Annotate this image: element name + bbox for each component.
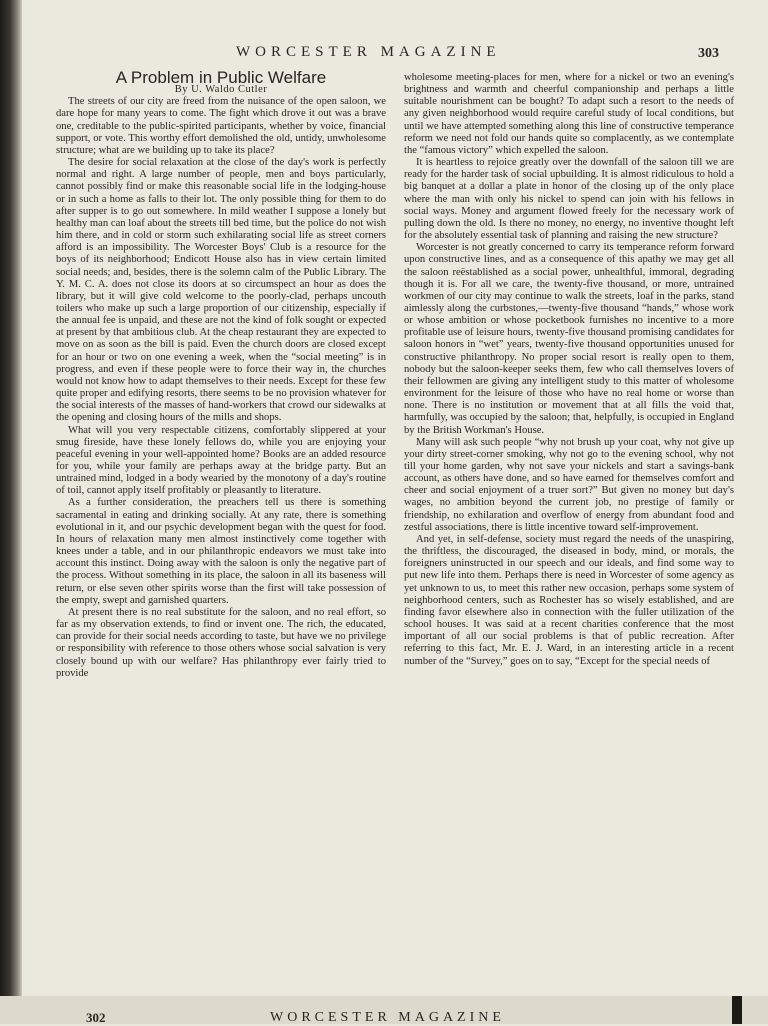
book-spine-shadow [0,0,22,1024]
magazine-page [22,0,768,996]
paragraph: It is heartless to rejoice greatly over the downfall of the saloon till we are ready for the harder task of social upbuilding. It is almost ridiculous to hold a big banquet at a dollar a plate in honor of the closing up of the only place where the man with only his nickel to spend can join with his fellows in social ways. Money and argument flowed freely for the necessary work of pulling down the old. Is there no money, no energy, no inventive thought left for the absolutely essential task of planning and raising the new structure? [404,157,734,242]
left-column [56,68,386,680]
paragraph: Worcester is not greatly concerned to carry its temperance reform forward upon constructive lines, and as a consequence of this apathy we may get all the saloon reëstablished as a social power, unhealthful, immoral, degrading though it is. For all we care, the twenty-five thousand, or more, untrained workmen of our city may continue to walk the streets, loaf in the parks, stand aimlessly along the curbstones,—twenty-five thousand “hands,” whose work or whose ambition or whose pocketbook furnishes no incentive to a more profitable use of leisure hours, twenty-five thousand promising candidates for saloon honors in “wet” years, twenty-five thousand opportunities unused for constructive philanthropy. No proper social resort is really open to them, nobody but the saloon-keeper seeks them, few who call themselves lovers of their fellowmen are giving any intelligent study to this matter of wholesome environment for the leisure of those who have no real home or worse than none. There is no institution or movement that at all fills the void that, harmfully, was occupied by the saloon; that, helpfully, is occupied in England by the British Workman's House. [404,242,734,436]
running-head: WORCESTER MAGAZINE [236,44,501,60]
facing-page-number: 302 [86,1010,106,1025]
article-title: A Problem in Public Welfare [115,68,327,87]
paragraph: And yet, in self-defense, society must regard the needs of the unaspiring, the thriftless, the discouraged, the diseased in body, mind, or morals, the foreigners uninstructed in our speech and our ideals, and find some way to put new life into them. Perhaps there is need in Worcester of some agency as yet unknown to us, to meet this rather new occasion, perhaps some system of neighborhood centers, such as Rochester has so wisely established, and are finding favor elsewhere also in connection with the fuller utilization of the school houses. It was said at a recent charities conference that the most important of all our social problems is that of public recreation. After referring to this fact, Mr. E. J. Ward, in an interesting article in a recent number of the “Survey,” goes on to say, “Except for the special needs of [404,533,734,667]
right-column [404,72,734,668]
byline: By U. Waldo Cutler [174,84,268,96]
facing-running-head: WORCESTER MAGAZINE [270,1010,505,1025]
paragraph: What will you very respectable citizens, comfortably slippered at your smug fireside, have these lonely fellows do, while you are enjoying your peaceful evening in your well-appointed home? Books are an added resource for you, while your family are perhaps away at the bridge party. But an untrained mind, lodged in a body wearied by the monotony of a day's routine of toil, cannot apply itself profitably or pleasantly to literature. [56,424,386,497]
paragraph: As a further consideration, the preachers tell us there is something sacramental in eating and drinking socially. At any rate, there is something evolutional in it, and our psychic development began with the quest for food. In hours of relaxation many men almost instinctively come together with knees under a table, and in our philanthropic endeavors we must take into account this instinct. Doing away with the saloon is only the negative part of the process. Without something in its place, the saloon in all its baseness will return, or else seven other spirits worse than the first will take possession of the empty, swept and garnished quarters. [56,497,386,606]
paragraph: wholesome meeting-places for men, where for a nickel or two an evening's brightness and warmth and cheerful companionship and perhaps a little suitable nourishment can be bought? To adapt such a resort to the needs of any given neighborhood would require careful study of local conditions, but until we have attempted something along this line of constructive temperance reform we need not fold our hands quite so complacently, as we contemplate the “famous victory” which expelled the saloon. [404,72,734,156]
paragraph: The streets of our city are freed from the nuisance of the open saloon, we dare hope for many years to come. The fight which drove it out was a brave one, creditable to the public-spirited participants, whether by voice, financial support, or vote. This worthy effort demolished the old, untidy, unwholesome structure; what are we building up to take its place? [56,96,386,156]
paragraph: The desire for social relaxation at the close of the day's work is perfectly normal and right. A large number of people, men and boys particularly, cannot possibly find or make this reasonable social life in the lodging-house or in such a home as falls to their lot. The only possible thing for them to do after supper is to go out somewhere. In mild weather I suppose a lonely but healthy man can loaf about the streets till bed time, but the police do not wish him there, and in cold or storm such exhilarating social life as street corners afford is an impossibility. The Worcester Boys' Club is a resource for the boys of its neighborhood; Endicott House also has in view certain limited social needs; and, besides, there is the solemn calm of the Public Library. The Y. M. C. A. does not close its doors at so circumspect an hour as does the library, but it will give cold welcome to the poorly-clad, perhaps uncouth toilers who make up such a large proportion of our citizenship, especially if the annual fee is unpaid, and these are not the kind of folk sought or expected at present by that ambitious club. At the cheap restaurant they are expected to move on as soon as the bill is paid. Even the church doors are closed except for an hour or two on one evening a week, when the “social meeting” is in progress, and even if these people were to force their way in, the churches would not know how to adapt themselves to their needs. Except for these few quite proper and edifying resorts, there seems to be no provision whatever for the social interests of the masses of hand-workers that crowd our sidewalks at the opening and closing hours of the mills and shops. [56,157,386,424]
paragraph: Many will ask such people “why not brush up your coat, why not give up your dirty street-corner smoking, why not go to the evening school, why not till your home garden, why not save your nickels and start a savings-bank account, as others have done, and so have earned for themselves comfort and cheer and social enjoyment of a truer sort?” But given no money but day's wages, no ambition beyond the current job, no prestige of family or friendship, no exhilaration and overflow of energy from abundant food and zestful associations, there is little incentive toward self-improvement. [404,436,734,533]
paragraph: At present there is no real substitute for the saloon, and no real effort, so far as my observation extends, to find or invent one. The rich, the educated, can provide for their social needs according to taste, but have we no privilege or responsibility with reference to those others whose social salvation is very closely bound up with our welfare? Has philanthropy ever fairly tried to provide [56,606,386,679]
page-number: 303 [698,46,719,61]
book-edge-shadow [732,996,742,1024]
